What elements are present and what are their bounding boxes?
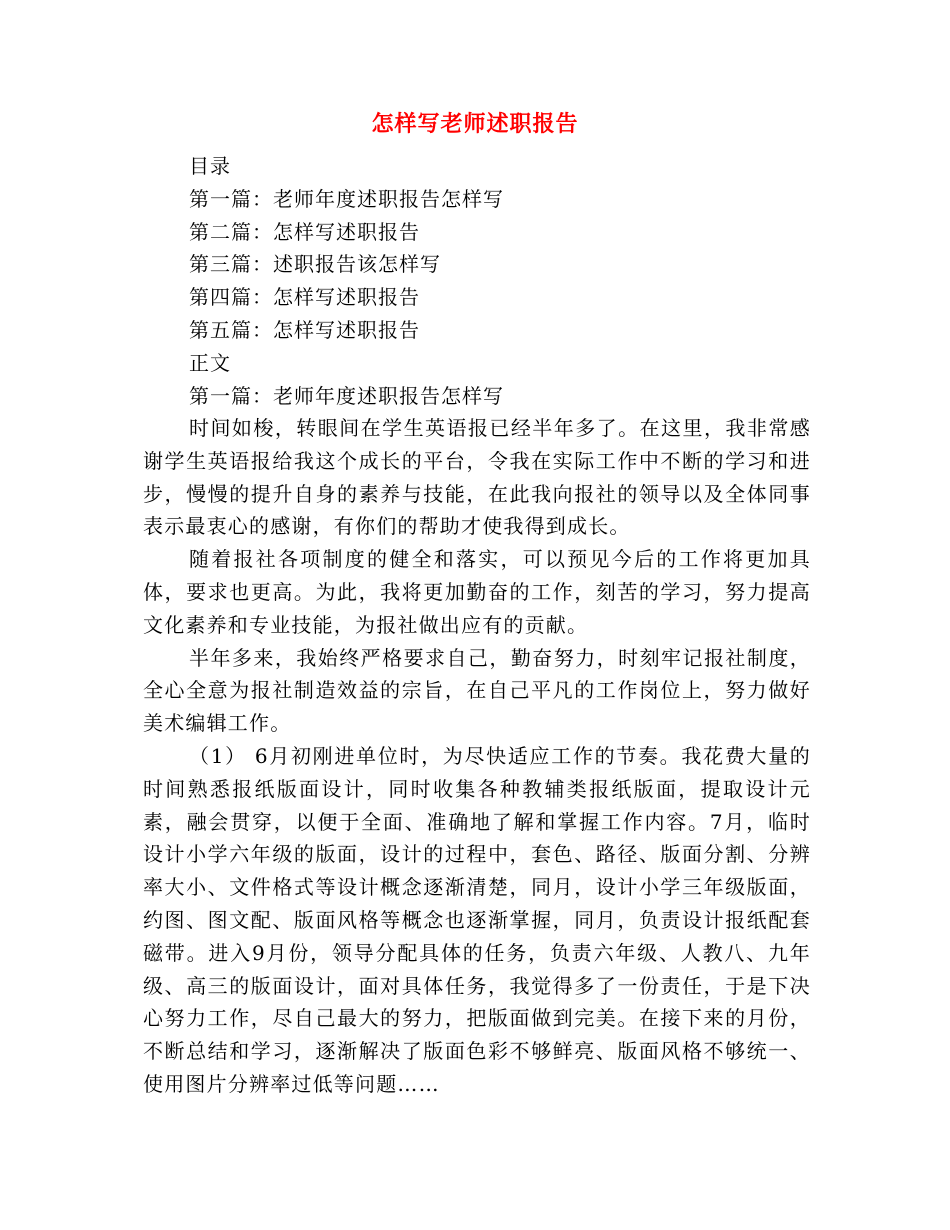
toc-item-5: 第五篇：怎样写述职报告 — [189, 317, 420, 342]
document-body — [143, 412, 811, 1101]
toc-item-1: 第一篇：老师年度述职报告怎样写 — [189, 186, 504, 211]
toc-item-2: 第二篇：怎样写述职报告 — [189, 219, 420, 244]
paragraph-2: 随着报社各项制度的健全和落实，可以预见今后的工作将更加具体，要求也更高。为此，我将更加勤奋的工作，刻苦的学习，努力提高文化素养和专业技能，为报社做出应有的贡献。 — [143, 547, 811, 637]
toc-heading: 目录 — [189, 154, 231, 178]
section-heading: 第一篇：老师年度述职报告怎样写 — [189, 383, 504, 408]
document-title: 怎样写老师述职报告 — [371, 111, 579, 137]
paragraph-4: （1） 6月初刚进单位时，为尽快适应工作的节奏。我花费大量的时间熟悉报纸版面设计，同时收集各种教辅类报纸版面，提取设计元素，融会贯穿，以便于全面、准确地了解和掌握工作内容。7月，临时设计小学六年级的版面，设计的过程中，套色、路径、版面分割、分辨率大小、文件格式等设计概念逐渐清楚，同月，设计小学三年级版面，约图、图文配、版面风格等概念也逐渐掌握，同月，负责设计报纸配套磁带。进入9月份，领导分配具体的任务，负责六年级、人教八、九年级、高三的版面设计，面对具体任务，我觉得多了一份责任，于是下决心努力工作，尽自己最大的努力，把版面做到完美。在接下来的月份，不断总结和学习，逐渐解决了版面色彩不够鲜亮、版面风格不够统一、使用图片分辨率过低等问题…… — [143, 743, 811, 1096]
toc-item-4: 第四篇：怎样写述职报告 — [189, 285, 420, 310]
paragraph-3: 半年多来，我始终严格要求自己，勤奋努力，时刻牢记报社制度，全心全意为报社制造效益的宗旨，在自己平凡的工作岗位上，努力做好美术编辑工作。 — [143, 645, 811, 736]
body-heading: 正文 — [189, 350, 231, 375]
toc-item-3: 第三篇：述职报告该怎样写 — [189, 252, 441, 277]
paragraph-1: 时间如梭，转眼间在学生英语报已经半年多了。在这里，我非常感谢学生英语报给我这个成长的平台，令我在实际工作中不断的学习和进步，慢慢的提升自身的素养与技能，在此我向报社的领导以及全体同事表示最衷心的感谢，有你们的帮助才使我得到成长。 — [143, 416, 811, 539]
table-of-contents — [189, 150, 829, 412]
